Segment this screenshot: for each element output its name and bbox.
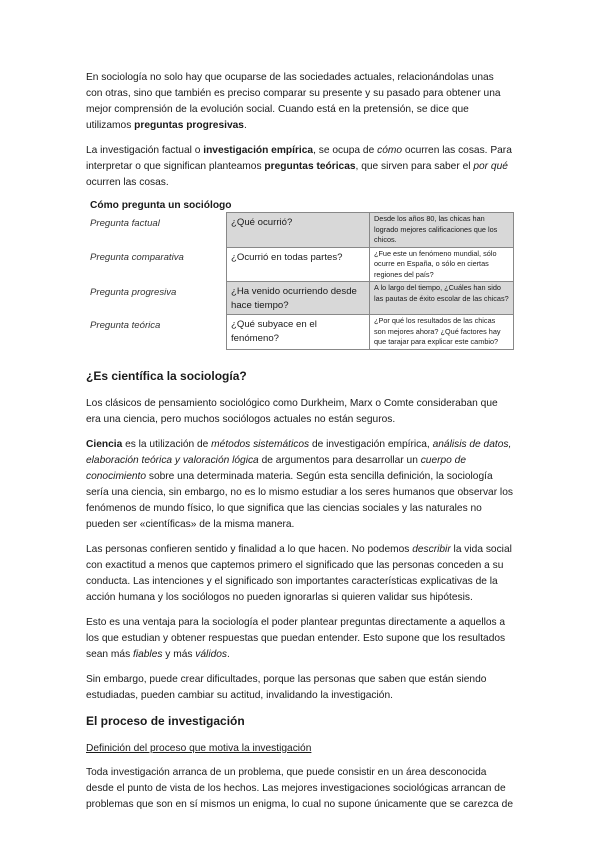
table-caption: Cómo pregunta un sociólogo [90,200,232,211]
question-text: ¿Qué ocurrió? [227,213,370,248]
paragraph [86,542,513,606]
bold-term: preguntas teóricas [264,161,356,172]
bold-term: investigación empírica [203,145,314,156]
italic-term: por qué [473,161,508,172]
text: Esto es una ventaja para la sociología el poder plantear preguntas directamente a aquellos a los que estudian y obtener respuestas que puedan entender. Esto supone que los resultados sean más [86,616,506,660]
table-row [86,282,514,315]
text: , se ocupa de [313,145,378,156]
text: En sociología no solo hay que ocuparse de las sociedades actuales, relacionándolas unas con otras, sino que también es preciso comparar su presente y su pasado para obtener una mejor comprensión de la evolución social. Cuando está en la pretensión, se dice que utilizamos [86,72,501,131]
italic-term: cuerpo de conocimiento [86,454,467,482]
text: La investigación factual o [86,145,204,156]
text: Las personas confieren sentido y finalidad a lo que hacen. No podemos [86,543,413,555]
paragraph: Sin embargo, puede crear dificultades, porque las personas que saben que están siendo estudiadas, pueden cambiar su actitud, invalidando la investigación. [86,673,487,701]
italic-term: cómo [377,145,403,156]
italic-term: métodos sistemáticos [211,438,310,450]
question-text: ¿Qué subyace en el fenómeno? [227,315,370,350]
question-text: ¿Ha venido ocurriendo desde hace tiempo? [227,282,370,315]
italic-term: válidos [195,648,228,660]
text: ocurren las cosas. Para interpretar o que significan planteamos [86,145,512,172]
question-example: Desde los años 80, las chicas han logrado mejores calificaciones que los chicos. [370,213,514,248]
italic-term: análisis de datos, elaboración teórica y valoración lógica [86,438,512,466]
paragraph-science [86,437,513,533]
paragraph-intro [86,70,513,134]
text: de investigación empírica, [309,438,433,450]
text: de argumentos para desarrollar un [258,454,421,466]
text: la vida social con exactitud a menos que captemos primero el significado que las personas conceden a su conducta. Las intenciones y el significado son importantes características explicativas de la acción humana y los sociólogos no pueden ignorarlas si quieren validar sus hipótesis. [86,543,512,603]
section-heading: ¿Es científica la sociología? [86,368,247,383]
question-type: Pregunta progresiva [90,286,177,298]
text: y más [162,648,196,660]
paragraph [86,615,513,663]
question-example: A lo largo del tiempo, ¿Cuáles han sido las pautas de éxito escolar de las chicas? [370,282,514,315]
text: . [243,120,247,131]
text: , que sirven para saber el [355,161,474,172]
paragraph-empirical [86,143,513,191]
text: . [227,648,230,660]
bold-term: preguntas progresivas [134,120,244,131]
table-row [86,213,514,248]
text: ocurren las cosas. [86,177,169,188]
question-example: ¿Por qué los resultados de las chicas son mejores ahora? ¿Qué factores hay que tarajar para explicar este cambio? [370,315,514,350]
italic-term: fiables [133,648,163,660]
questions-table [86,212,514,350]
question-example: ¿Fue este un fenómeno mundial, sólo ocurre en España, o sólo en ciertas regiones del país? [370,247,514,282]
section-heading: El proceso de investigación [86,713,245,728]
paragraph: Toda investigación arranca de un problema, que puede consistir en un área desconocida desde el punto de vista de los hechos. Las mejores investigaciones sociológicas arrancan de problemas que son en sí mismos un enigma, lo cual no supone únicamente que se carezca de [86,766,513,810]
italic-term: describir [412,543,451,555]
question-type: Pregunta teórica [90,319,161,331]
question-type: Pregunta comparativa [90,252,184,263]
subsection-heading: Definición del proceso que motiva la investigación [86,742,312,754]
text: sobre una determinada materia. Según esta sencilla definición, la sociología sería una ciencia, sin embargo, no es lo mismo estudiar a los seres humanos que observar los fenómenos de mundo físico, lo que significa que las ciencias sociales y las naturales no pueden ser «científicas» de la misma manera. [86,470,513,530]
table-row [86,315,514,350]
text: es la utilización de [122,438,212,450]
paragraph: Los clásicos de pensamiento sociológico como Durkheim, Marx o Comte consideraban que era una ciencia, pero muchos sociólogos actuales no están seguros. [86,397,498,425]
table-row [86,247,514,282]
bold-term: Ciencia [86,438,123,450]
question-text: ¿Ocurrió en todas partes? [227,247,370,282]
question-type: Pregunta factual [90,217,160,229]
